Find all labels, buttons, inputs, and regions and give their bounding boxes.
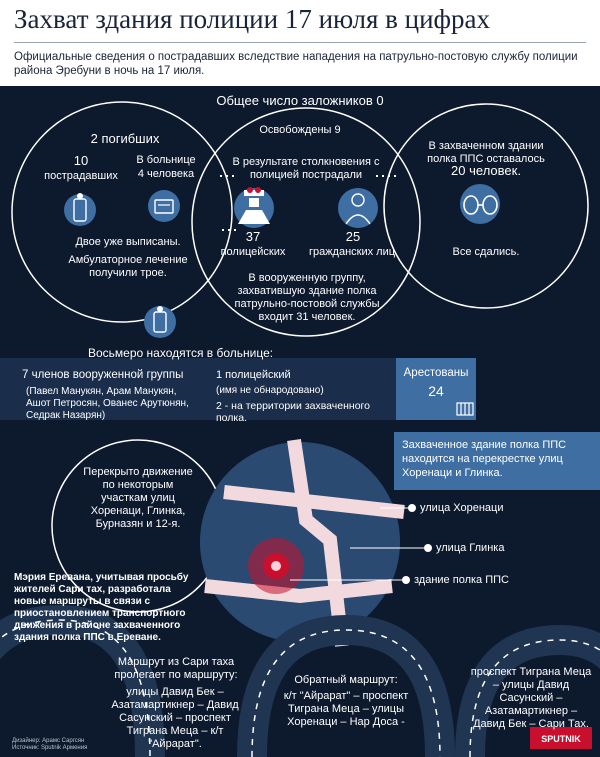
label-building: здание полка ППС	[414, 574, 509, 586]
hospitalized-person-icon	[144, 306, 176, 338]
building-count: 20 человек.	[451, 163, 521, 178]
designer-credit: Дизайнер: Арамс Саргсян	[12, 738, 85, 744]
source-credit: Источник: Sputnik Армения	[12, 745, 88, 751]
injured-person-icon	[64, 193, 96, 226]
arrested-label: Арестованы	[403, 367, 469, 379]
police-label: полицейских	[220, 246, 286, 258]
injured-count: 10	[73, 153, 89, 168]
route2-streets: к/т "Айрарат" – проспект Тиграна Меца – улицы Хоренаци – Нар Доса -	[283, 690, 409, 728]
group-members: 7 членов вооруженной группы	[22, 369, 184, 381]
police-one-note: (имя не обнародовано)	[216, 385, 324, 396]
route1-streets: улицы Давид Бек – Азатамартикнер – Давид Сасунский – проспект Тиграна Меца – к/т "Айрарат".	[111, 686, 239, 750]
hospital-bed-icon	[148, 190, 180, 222]
civil-label: гражданских лиц	[308, 246, 396, 258]
outpatient-text: Амбулаторное лечение получили трое.	[68, 254, 188, 279]
sputnik-logo: SPUTNIK	[541, 734, 581, 744]
route1-heading: Маршрут из Сари таха пролегает по маршруту:	[114, 656, 238, 681]
hostages-freed: Освобождены 9	[259, 124, 341, 136]
route2-heading: Обратный маршрут:	[294, 674, 398, 686]
route3-streets: проспект Тиграна Меца – улицы Давид Сасунский – Азатамартикнер – Давид Бек – Сари Тах.	[470, 666, 592, 730]
label-glinka: улица Глинка	[436, 542, 505, 554]
clash-intro: В результате столкновения с полицией пострадали	[232, 156, 380, 181]
hospital-label: В больнице	[136, 154, 196, 166]
group-names: (Павел Манукян, Арам Манукян, Ашот Петросян, Ованес Арутюнян, Седрак Назарян)	[26, 386, 189, 421]
group-text: В вооруженную группу, захватившую здание полка патрульно-постовой службы входит 31 человек.	[234, 272, 380, 323]
label-khorenatsi: улица Хоренаци	[420, 502, 504, 514]
police-officer-icon	[234, 187, 274, 228]
hostages-total: Общее число заложников 0	[216, 93, 384, 108]
page-title: Захват здания полиции 17 июля в цифрах	[14, 4, 491, 34]
discharged-text: Двое уже выписаны.	[75, 236, 181, 248]
police-one: 1 полицейский	[216, 369, 291, 381]
mayor-note: Мэрия Еревана, учитывая просьбу жителей Сари тах, разработала новые маршруты в связи с приостановлением транспортного движения в районе захваченного здания полка ППС в Ереване.	[14, 572, 189, 643]
handcuffs-icon	[460, 184, 500, 224]
surrender-text: Все сдались.	[452, 246, 520, 258]
blocked-text: Перекрыто движение по некоторым участкам улиц Хоренаци, Глинка, Бурназян и 12-я.	[83, 466, 193, 530]
police-count: 37	[245, 229, 261, 244]
location-note: Захваченное здание полка ППС находится на перекрестке улиц Хоренаци и Глинка.	[402, 439, 567, 479]
hospital8-heading: Восьмеро находятся в больнице:	[88, 346, 274, 360]
arrested-count: 24	[428, 383, 444, 399]
hospital-count: 4 человека	[137, 168, 195, 180]
civil-count: 25	[345, 229, 361, 244]
dead-count: 2 погибших	[90, 131, 160, 146]
civilian-person-icon	[338, 188, 378, 228]
two-on-site: 2 - на территории захваченного полка.	[216, 400, 370, 424]
building-text: В захваченном здании полка ППС оставалось	[427, 140, 545, 165]
injured-label: пострадавших	[44, 170, 118, 182]
lead-text: Официальные сведения о пострадавших вследствие нападения на патрульно-постовую службу полиции района Эребуни в ночь на 17 июля.	[14, 51, 578, 77]
